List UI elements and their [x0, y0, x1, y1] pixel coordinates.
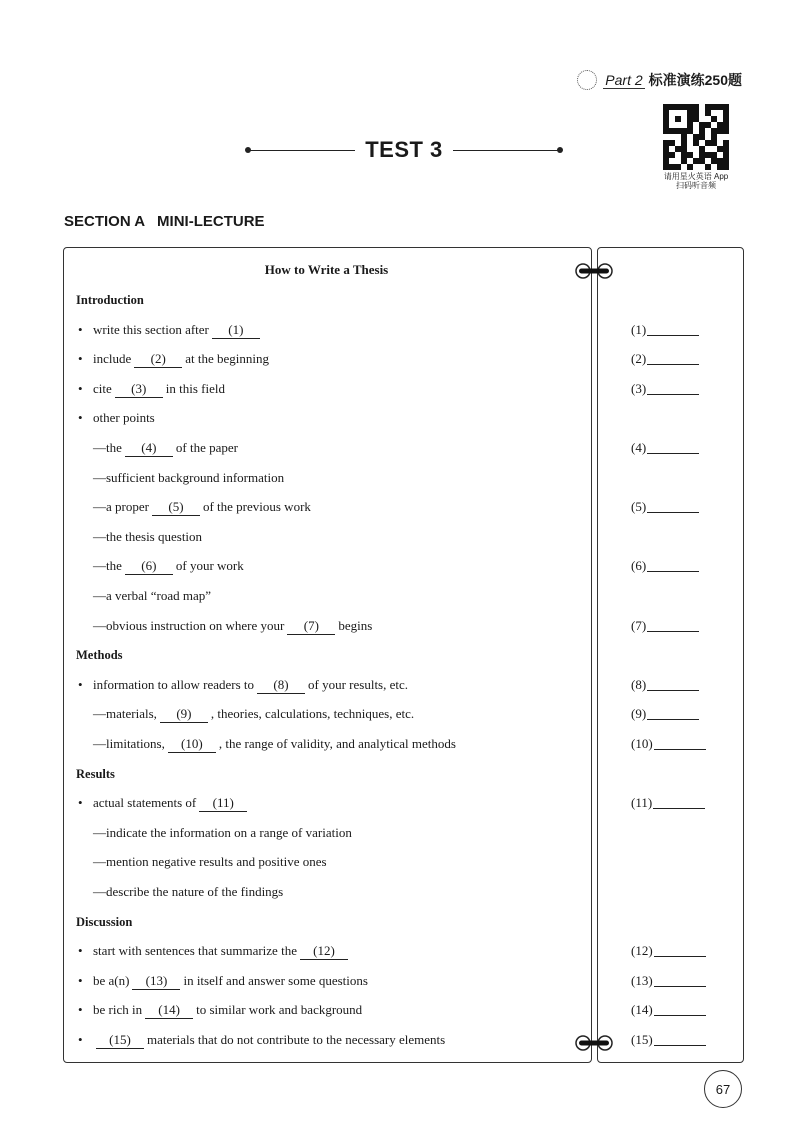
answer-line[interactable]: [647, 512, 699, 513]
item-text: —indicate the information on a range of variation: [93, 825, 352, 840]
fill-in-blank: (8): [257, 677, 305, 694]
item-text: —the: [93, 558, 122, 573]
dash-item: [93, 854, 327, 870]
bullet-icon: •: [78, 351, 83, 366]
answer-label: (12): [631, 943, 653, 958]
title-rule-left: [248, 150, 355, 151]
answer-line[interactable]: [654, 986, 706, 987]
answer-line[interactable]: [647, 631, 699, 632]
item-text: —limitations,: [93, 736, 165, 751]
bullet-icon: •: [78, 381, 83, 396]
item-text: start with sentences that summarize the: [93, 943, 297, 958]
dash-item: [93, 736, 456, 753]
item-text: materials that do not contribute to the necessary elements: [147, 1032, 446, 1047]
dash-item: [93, 558, 244, 575]
bullet-icon: •: [78, 795, 83, 810]
answer-slot[interactable]: [631, 1032, 706, 1048]
fill-in-blank: (10): [168, 736, 216, 753]
answer-line[interactable]: [653, 808, 705, 809]
answer-line[interactable]: [647, 394, 699, 395]
item-text: of your work: [175, 558, 244, 573]
answer-slot[interactable]: [631, 1002, 706, 1018]
answer-line[interactable]: [647, 335, 699, 336]
part-number: Part 2: [605, 71, 643, 88]
fill-in-blank: (15): [96, 1032, 144, 1049]
bullet-icon: •: [78, 1032, 83, 1047]
answer-slot[interactable]: [631, 795, 705, 811]
bullet-item: [78, 677, 408, 694]
bullet-item: [78, 1002, 362, 1019]
answer-line[interactable]: [654, 1015, 706, 1016]
answer-label: (1): [631, 322, 647, 337]
bullet-item: [78, 381, 225, 398]
item-text: —sufficient background information: [93, 470, 285, 485]
answer-slot[interactable]: [631, 706, 699, 722]
answer-line[interactable]: [647, 690, 699, 691]
item-text: cite: [93, 381, 112, 396]
fill-in-blank: (13): [132, 973, 180, 990]
bullet-item: [78, 322, 263, 339]
qr-caption-line-1: 请用星火英语 App: [663, 172, 729, 181]
section-subheading: Introduction: [76, 293, 144, 307]
fill-in-blank: (9): [160, 706, 208, 723]
item-text: —a verbal “road map”: [93, 588, 212, 603]
dash-item: [93, 588, 211, 604]
answer-line[interactable]: [654, 956, 706, 957]
dash-item: [93, 825, 352, 841]
answer-label: (3): [631, 381, 647, 396]
answer-label: (11): [631, 795, 653, 810]
answer-slot[interactable]: [631, 736, 706, 752]
test-title-banner: [248, 133, 560, 167]
page-number: 67: [704, 1070, 742, 1108]
answer-label: (15): [631, 1032, 653, 1047]
answer-label: (10): [631, 736, 653, 751]
bullet-item: [78, 795, 250, 812]
lecture-title: How to Write a Thesis: [264, 262, 389, 277]
bullet-icon: •: [78, 943, 83, 958]
dash-item: [93, 706, 414, 723]
fill-in-blank: (11): [199, 795, 247, 812]
item-text: of your results, etc.: [308, 677, 409, 692]
fill-in-blank: (7): [287, 618, 335, 635]
answer-label: (2): [631, 351, 647, 366]
fill-in-blank: (6): [125, 558, 173, 575]
item-text: at the beginning: [185, 351, 270, 366]
answer-slot[interactable]: [631, 351, 699, 367]
qr-caption-line-2: 扫码听音频: [676, 181, 716, 190]
section-heading: SECTION A MINI-LECTURE: [64, 213, 265, 230]
fill-in-blank: (3): [115, 381, 163, 398]
answer-line[interactable]: [647, 364, 699, 365]
bullet-item: [78, 973, 368, 990]
item-text: information to allow readers to: [93, 677, 255, 692]
bullet-item: [78, 943, 351, 960]
answer-line[interactable]: [647, 571, 699, 572]
answer-slot[interactable]: [631, 322, 699, 338]
binder-ring-icon: [573, 1033, 615, 1053]
answer-slot[interactable]: [631, 558, 699, 574]
bullet-icon: •: [78, 1002, 83, 1017]
item-text: —a proper: [93, 499, 149, 514]
dash-item: [93, 470, 284, 486]
answer-label: (5): [631, 499, 647, 514]
item-text: to similar work and background: [196, 1002, 363, 1017]
answer-box: [597, 247, 744, 1063]
answer-slot[interactable]: [631, 677, 699, 693]
bullet-item: [78, 410, 155, 426]
item-text: in this field: [165, 381, 225, 396]
fill-in-blank: (1): [212, 322, 260, 339]
test-title: TEST 3: [365, 137, 443, 162]
answer-label: (8): [631, 677, 647, 692]
answer-slot[interactable]: [631, 973, 706, 989]
section-subheading: Methods: [76, 648, 123, 662]
answer-label: (9): [631, 706, 647, 721]
dash-item: [93, 529, 202, 545]
dash-item: [93, 618, 372, 635]
answer-line[interactable]: [647, 719, 699, 720]
fill-in-blank: (12): [300, 943, 348, 960]
fill-in-blank: (5): [152, 499, 200, 516]
answer-label: (6): [631, 558, 647, 573]
section-subheading: Results: [76, 767, 115, 781]
item-text: —mention negative results and positive ones: [93, 854, 327, 869]
item-text: of the previous work: [202, 499, 311, 514]
answer-slot[interactable]: [631, 618, 699, 634]
qr-block: [655, 104, 737, 190]
fill-in-blank: (2): [134, 351, 182, 368]
dash-item: [93, 440, 238, 457]
item-text: , the range of validity, and analytical methods: [218, 736, 456, 751]
qr-code-icon: [663, 104, 729, 170]
dash-item: [93, 499, 311, 516]
item-text: begins: [338, 618, 373, 633]
answer-slot[interactable]: [631, 499, 699, 515]
dash-item: [93, 884, 283, 900]
item-text: in itself and answer some questions: [183, 973, 368, 988]
bullet-item: [78, 1032, 445, 1049]
item-text: write this section after: [93, 322, 209, 337]
item-text: actual statements of: [93, 795, 197, 810]
answer-line[interactable]: [654, 1045, 706, 1046]
answer-slot[interactable]: [631, 943, 706, 959]
answer-slot[interactable]: [631, 381, 699, 397]
item-text: —materials,: [93, 706, 157, 721]
title-rule-right: [453, 150, 560, 151]
answer-line[interactable]: [654, 749, 706, 750]
item-text: —obvious instruction on where your: [93, 618, 285, 633]
item-text: other points: [93, 410, 155, 425]
qr-caption: [655, 172, 737, 190]
item-text: of the paper: [175, 440, 238, 455]
item-text: —describe the nature of the findings: [93, 884, 284, 899]
answer-label: (13): [631, 973, 653, 988]
fill-in-blank: (14): [145, 1002, 193, 1019]
bullet-item: [78, 351, 269, 368]
bullet-icon: •: [78, 973, 83, 988]
item-text: —the thesis question: [93, 529, 203, 544]
item-text: be rich in: [93, 1002, 143, 1017]
item-text: be a(n): [93, 973, 130, 988]
answer-line[interactable]: [647, 453, 699, 454]
header-part-label: [577, 70, 742, 90]
item-text: include: [93, 351, 132, 366]
globe-icon: [577, 70, 597, 90]
answer-label: (4): [631, 440, 647, 455]
answer-slot[interactable]: [631, 440, 699, 456]
bullet-icon: •: [78, 677, 83, 692]
item-text: , theories, calculations, techniques, etc.: [210, 706, 415, 721]
bullet-icon: •: [78, 410, 83, 425]
item-text: —the: [93, 440, 122, 455]
bullet-icon: •: [78, 322, 83, 337]
book-title: 标准演练250题: [648, 72, 742, 88]
notes-box: [63, 247, 592, 1063]
answer-label: (14): [631, 1002, 653, 1017]
fill-in-blank: (4): [125, 440, 173, 457]
answer-label: (7): [631, 618, 647, 633]
section-subheading: Discussion: [76, 915, 133, 929]
